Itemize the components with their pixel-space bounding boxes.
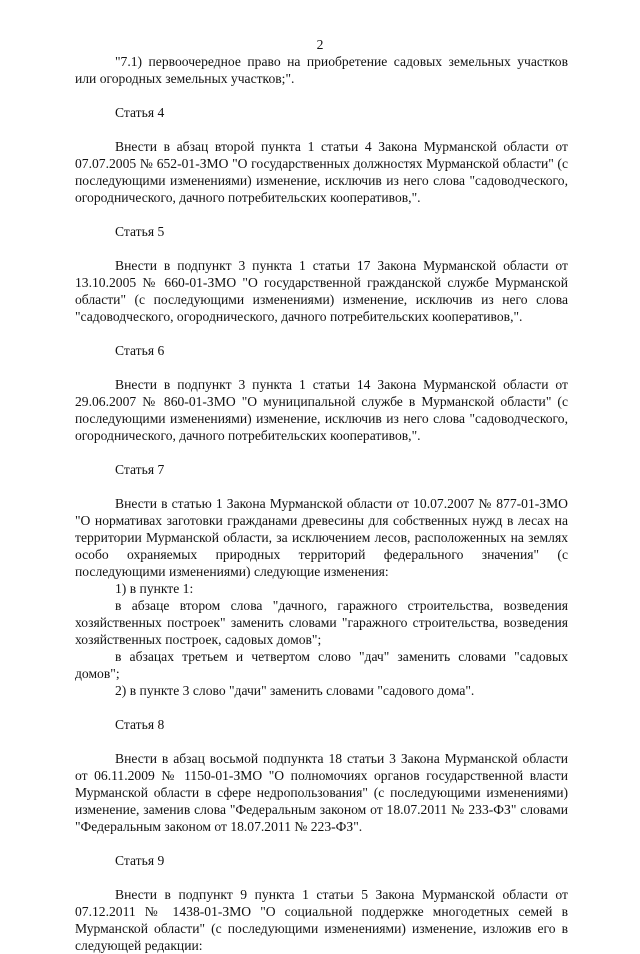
article-7-item-1a: в абзаце втором слова "дачного, гаражного строительства, возведения хозяйственных построек" заменить словами "гаражного строительства, возведения хозяйственных построек, садовых домов"; bbox=[75, 598, 568, 647]
article-7-text: Внести в статью 1 Закона Мурманской области от 10.07.2007 № 877-01-ЗМО "О нормативах заготовки гражданами древесины для собственных нужд в лесах на территории Мурманской области, за исключением лесов, расположенных на землях особо охраняемых природных территорий федерального значения" (с последующими изменениями) следующие изменения: bbox=[75, 496, 568, 579]
article-5-heading: Статья 5 bbox=[115, 224, 165, 239]
article-7-heading: Статья 7 bbox=[115, 462, 165, 477]
article-7-item-1b: в абзацах третьем и четвертом слово "дач" заменить словами "садовых домов"; bbox=[75, 649, 568, 681]
article-4-heading: Статья 4 bbox=[115, 105, 165, 120]
page-number: 2 bbox=[316, 37, 324, 52]
article-7-item-1: 1) в пункте 1: bbox=[115, 581, 194, 596]
article-5-text: Внести в подпункт 3 пункта 1 статьи 17 Закона Мурманской области от 13.10.2005 № 660-01-ЗМО "О государственной гражданской службе Мурманской области" (с последующими изменениями) изменение, исключив из него слова "садоводческого, огороднического, дачного потребительских кооперативов,". bbox=[75, 258, 568, 324]
article-4-text: Внести в абзац второй пункта 1 статьи 4 Закона Мурманской области от 07.07.2005 № 652-01-ЗМО "О государственных должностях Мурманской области" (с последующими изменениями) изменение, исключив из него слова "садоводческого, огороднического, дачного потребительских кооперативов,". bbox=[75, 139, 568, 205]
article-6-heading: Статья 6 bbox=[115, 343, 165, 358]
article-9-heading: Статья 9 bbox=[115, 853, 165, 868]
document-body bbox=[75, 53, 568, 954]
article-8-text: Внести в абзац восьмой подпункта 18 статьи 3 Закона Мурманской области от 06.11.2009 № 1150-01-ЗМО "О полномочиях органов государственной власти Мурманской области в сфере недропользования" (с последующими изменениями) изменение, заменив слова "Федеральным законом от 18.07.2011 № 233-ФЗ" словами "Федеральным законом от 18.07.2011 № 223-ФЗ". bbox=[75, 751, 568, 834]
article-6-text: Внести в подпункт 3 пункта 1 статьи 14 Закона Мурманской области от 29.06.2007 № 860-01-ЗМО "О муниципальной службе в Мурманской области" (с последующими изменениями) изменение, исключив из него слова "садоводческого, огороднического, дачного потребительских кооперативов,". bbox=[75, 377, 568, 443]
article-9-text: Внести в подпункт 9 пункта 1 статьи 5 Закона Мурманской области от 07.12.2011 № 1438-01-ЗМО "О социальной поддержке многодетных семей в Мурманской области" (с последующими изменениями) изменение, изложив его в следующей редакции: bbox=[75, 887, 568, 953]
paragraph-7-1: "7.1) первоочередное право на приобретение садовых земельных участков или огородных земельных участков;". bbox=[75, 54, 568, 86]
article-7-item-2: 2) в пункте 3 слово "дачи" заменить словами "садового дома". bbox=[115, 683, 475, 698]
article-8-heading: Статья 8 bbox=[115, 717, 165, 732]
